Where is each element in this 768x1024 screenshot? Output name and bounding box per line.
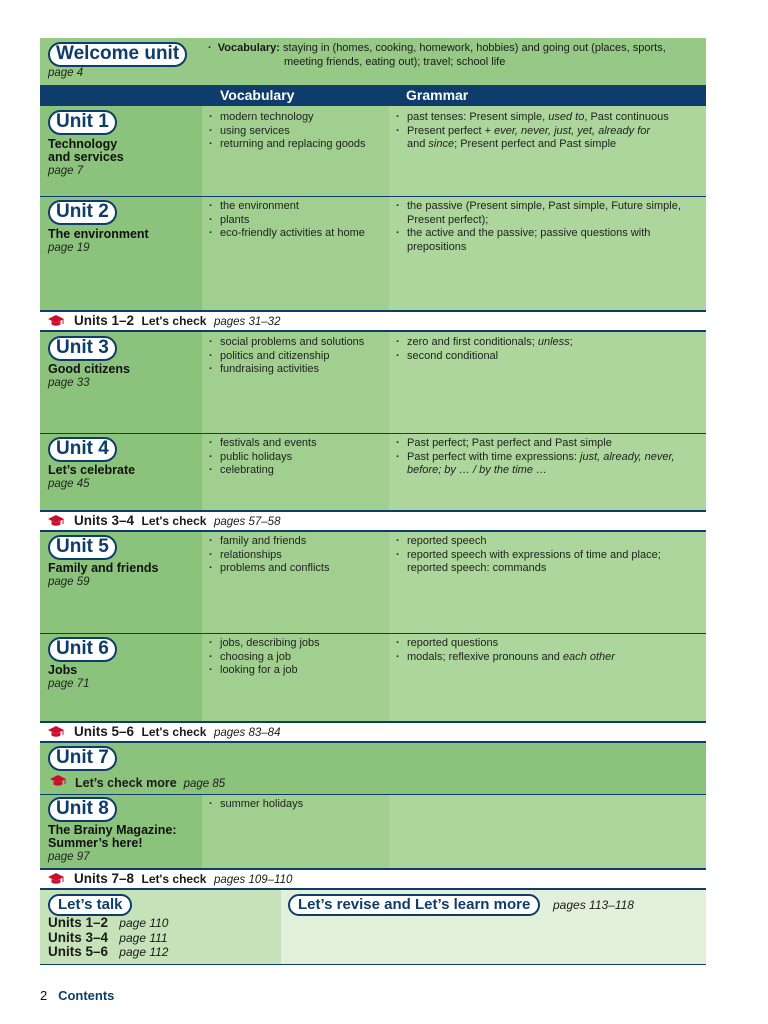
lets-check-units-5-6	[40, 721, 706, 743]
list-item: · modals; reflexive pronouns and each other	[395, 651, 615, 665]
unit7-check-more	[75, 776, 225, 790]
header-vocabulary: Vocabulary	[220, 87, 295, 103]
graduation-cap-icon	[48, 726, 64, 738]
list-item: · problems and conflicts	[208, 562, 329, 576]
unit5-name: Family and friends	[48, 561, 159, 575]
unit4-page: page 45	[48, 478, 90, 490]
unit2-badge: Unit 2	[48, 200, 117, 225]
list-item: · summer holidays	[208, 798, 303, 812]
lets-revise-badge: Let’s revise and Let’s learn more	[288, 894, 540, 916]
list-item: · the active and the passive; passive questions with prepositions	[395, 227, 681, 254]
unit6-grammar-list	[395, 637, 615, 664]
graduation-cap-icon	[50, 775, 66, 787]
lets-talk-list	[48, 916, 168, 960]
check-units: Units 3–4	[74, 513, 135, 528]
list-item: · Past perfect; Past perfect and Past simple	[395, 437, 675, 451]
page-number: 2	[40, 988, 48, 1003]
unit8-name-line2: Summer’s here!	[48, 836, 143, 850]
list-item: · festivals and events	[208, 437, 317, 451]
column-header-bar	[40, 85, 706, 106]
welcome-vocab-line2: meeting friends, eating out); travel; school life	[284, 55, 506, 68]
list-item: · the environment	[208, 200, 365, 214]
unit6-vocab-list	[208, 637, 320, 678]
graduation-cap-icon	[48, 873, 64, 885]
unit3-badge: Unit 3	[48, 336, 117, 361]
list-item: · past tenses: Present simple, used to, Past continuous	[395, 111, 669, 125]
unit5-badge: Unit 5	[48, 535, 117, 560]
unit1-name-line2: and services	[48, 150, 124, 164]
check-pages: pages 83–84	[213, 727, 281, 739]
unit1-page: page 7	[48, 165, 84, 177]
check-units: Units 5–6	[74, 724, 135, 739]
check-pages: pages 57–58	[213, 516, 281, 528]
list-item: Units 5–6 page 112	[48, 944, 169, 959]
check-label: Let's check	[141, 514, 207, 528]
list-item: · relationships	[208, 549, 329, 563]
unit1-name-line1: Technology	[48, 137, 118, 151]
list-item: · looking for a job	[208, 664, 320, 678]
check-pages: pages 31–32	[213, 316, 281, 328]
lets-talk-badge: Let’s talk	[48, 894, 132, 916]
list-item: · modern technology	[208, 111, 366, 125]
lets-check-units-7-8	[40, 868, 706, 890]
list-item: · the passive (Present simple, Past simple, Future simple, Present perfect);	[395, 200, 681, 227]
footer-label: Contents	[58, 988, 115, 1003]
welcome-vocab-label: Vocabulary:	[217, 42, 280, 54]
lets-check-units-1-2	[40, 310, 706, 332]
unit2-name: The environment	[48, 227, 149, 241]
list-item: · choosing a job	[208, 651, 320, 665]
unit2-page: page 19	[48, 242, 90, 254]
unit3-page: page 33	[48, 377, 90, 389]
unit1-badge: Unit 1	[48, 110, 117, 135]
unit1-vocab-list	[208, 111, 366, 152]
graduation-cap-icon	[48, 315, 64, 327]
unit7-badge: Unit 7	[48, 746, 117, 771]
unit5-grammar-list	[395, 535, 661, 576]
unit2-vocab-list	[208, 200, 365, 241]
unit5-page: page 59	[48, 576, 90, 588]
list-item: · reported speech with expressions of time and place; reported speech: commands	[395, 549, 661, 576]
list-item: · reported questions	[395, 637, 615, 651]
check-pages: pages 109–110	[213, 874, 293, 886]
list-item: · plants	[208, 214, 365, 228]
unit3-grammar-list	[395, 336, 573, 363]
unit6-name: Jobs	[48, 663, 78, 677]
list-item: · politics and citizenship	[208, 350, 364, 364]
list-item: · zero and first conditionals; unless;	[395, 336, 573, 350]
list-item: · returning and replacing goods	[208, 138, 366, 152]
unit4-badge: Unit 4	[48, 437, 117, 462]
check-label: Let's check	[141, 314, 207, 328]
list-item: · family and friends	[208, 535, 329, 549]
unit1-grammar-list	[395, 111, 669, 152]
check-more-label: Let’s check more	[75, 776, 177, 790]
list-item: · Present perfect + ever, never, just, yet, already for and since; Present perfect and Past simple	[395, 125, 669, 152]
unit4-name: Let’s celebrate	[48, 463, 136, 477]
check-units: Units 7–8	[74, 871, 135, 886]
unit3-vocab-list	[208, 336, 364, 377]
list-item: · second conditional	[395, 350, 573, 364]
list-item: · using services	[208, 125, 366, 139]
unit2-grammar-list	[395, 200, 681, 254]
list-item: · reported speech	[395, 535, 661, 549]
unit8-vocab-list	[208, 798, 303, 812]
table-bottom-border	[40, 964, 706, 965]
footer	[40, 988, 114, 1003]
welcome-page: page 4	[48, 67, 84, 79]
lets-check-units-3-4	[40, 510, 706, 532]
list-item: · fundraising activities	[208, 363, 364, 377]
list-item: · public holidays	[208, 451, 317, 465]
welcome-vocab-line1: staying in (homes, cooking, homework, hobbies) and going out (places, sports,	[283, 42, 666, 54]
unit5-vocab-list	[208, 535, 329, 576]
check-label: Let's check	[141, 725, 207, 739]
list-item: Units 3–4 page 111	[48, 929, 168, 945]
graduation-cap-icon	[48, 515, 64, 527]
list-item: · Past perfect with time expressions: just, already, never, before; by … / by the time …	[395, 451, 675, 478]
list-item: · eco-friendly activities at home	[208, 227, 365, 241]
list-item: · celebrating	[208, 464, 317, 478]
unit8-name-line1: The Brainy Magazine:	[48, 823, 177, 837]
unit3-name: Good citizens	[48, 362, 130, 376]
welcome-vocab-text: · Vocabulary: staying in (homes, cooking, homework, hobbies) and going out (places, sports, meeting friends, eating out); travel; school life	[208, 42, 666, 68]
unit8-grammar-cell	[389, 795, 706, 868]
welcome-unit-badge: Welcome unit	[48, 42, 187, 67]
check-label: Let's check	[141, 872, 207, 886]
check-units: Units 1–2	[74, 313, 135, 328]
unit4-vocab-list	[208, 437, 317, 478]
unit6-page: page 71	[48, 678, 90, 690]
header-grammar: Grammar	[406, 87, 469, 103]
list-item: Units 1–2 page 110	[48, 915, 169, 930]
check-more-page: page 85	[183, 778, 226, 790]
unit6-badge: Unit 6	[48, 637, 117, 662]
unit8-badge: Unit 8	[48, 797, 117, 822]
unit4-grammar-list	[395, 437, 675, 478]
unit8-page: page 97	[48, 851, 90, 863]
lets-revise-pages: pages 113–118	[553, 898, 634, 912]
list-item: · jobs, describing jobs	[208, 637, 320, 651]
list-item: · social problems and solutions	[208, 336, 364, 350]
